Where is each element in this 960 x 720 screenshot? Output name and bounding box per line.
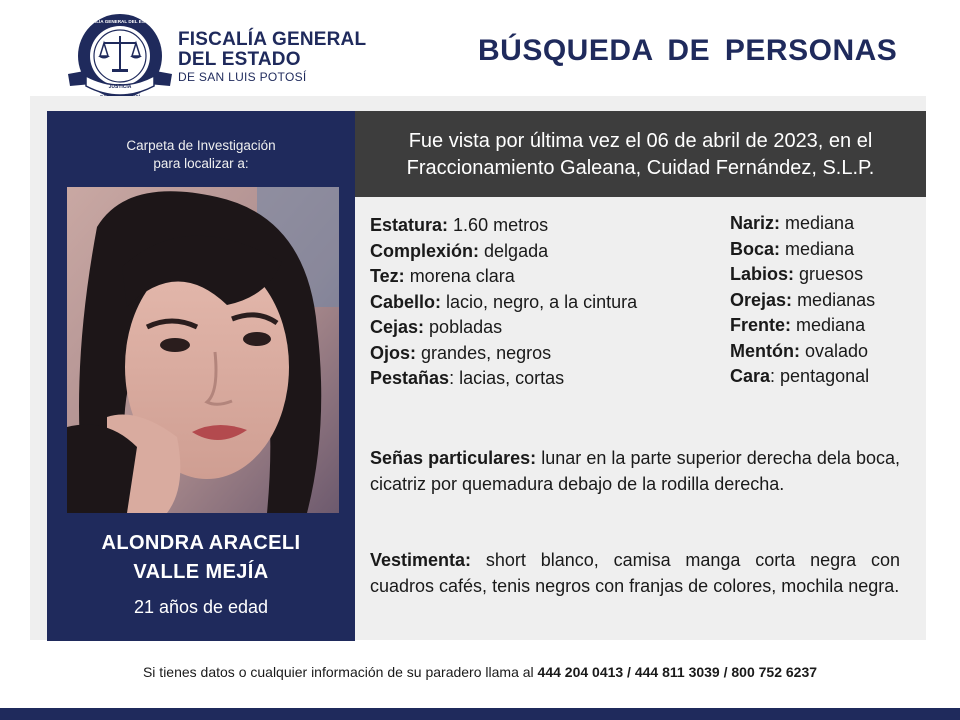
feature-label: Orejas: (730, 289, 793, 310)
feature-label: Pestañas (370, 368, 450, 388)
feature-row (730, 288, 875, 314)
org-line-3: DE SAN LUIS POTOSÍ (178, 70, 307, 84)
feature-value: lacio, negro, a la cintura (446, 291, 638, 312)
person-name-line-2: VALLE MEJÍA (133, 561, 269, 583)
feature-label: Cejas: (370, 317, 425, 337)
feature-value: delgada (484, 240, 549, 261)
person-name-line-1: ALONDRA ARACELI (101, 532, 301, 554)
contact-footer (0, 664, 960, 680)
caption-line-2: para localizar a: (153, 156, 249, 171)
caption-line-1: Carpeta de Investigación (126, 138, 276, 153)
feature-row (730, 237, 875, 263)
person-name (47, 529, 355, 587)
clothing-label: Vestimenta: (370, 550, 472, 570)
investigation-caption (47, 137, 355, 173)
features-left (370, 213, 637, 392)
feature-row (370, 264, 637, 290)
footer-phones: 444 204 0413 / 444 811 3039 / 800 752 6237 (537, 664, 818, 680)
feature-value: 1.60 metros (453, 215, 549, 235)
org-line-1: FISCALÍA GENERAL (178, 29, 367, 50)
features-right (730, 211, 875, 390)
clothing-description (370, 547, 900, 599)
organization-name (178, 30, 366, 85)
feature-value: gruesos (799, 264, 864, 284)
person-photo-illustration (67, 187, 339, 513)
feature-value: ovalado (805, 340, 869, 361)
feature-label: Boca: (730, 238, 781, 259)
person-age: 21 años de edad (133, 597, 269, 617)
feature-label: Ojos: (370, 342, 417, 363)
feature-row (370, 341, 637, 367)
feature-value: pobladas (429, 317, 503, 337)
feature-row (370, 290, 637, 316)
feature-row (370, 239, 637, 265)
particular-signs-label: Señas particulares: (370, 448, 537, 468)
feature-value: mediana (785, 213, 855, 233)
bottom-bar (0, 708, 960, 720)
last-seen-line-2: Fraccionamiento Galeana, Cuidad Fernández, S.L.P. (406, 157, 875, 179)
feature-value: mediana (796, 315, 866, 335)
feature-row (730, 262, 875, 288)
feature-row (370, 315, 637, 341)
feature-value: mediana (785, 238, 855, 259)
seal-text-top: FISCALÍA GENERAL DEL ESTADO (82, 19, 158, 24)
seal-ribbon-text: JUSTICIA (108, 84, 132, 90)
feature-label: Nariz: (730, 213, 781, 233)
feature-label: Estatura: (370, 215, 449, 235)
feature-row (730, 364, 875, 390)
org-line-2: DEL ESTADO (178, 49, 301, 70)
feature-label: Cabello: (370, 291, 442, 312)
feature-label: Frente: (730, 315, 792, 335)
last-seen-line-1: Fue vista por última vez el 06 de abril de 2023, en el (408, 130, 873, 152)
feature-value: medianas (797, 289, 876, 310)
page-title: BÚSQUEDA DE PERSONAS (478, 34, 898, 67)
feature-row (730, 339, 875, 365)
footer-text: Si tienes datos o cualquier información de su paradero llama al (142, 664, 534, 680)
particular-signs (370, 445, 900, 497)
particular-signs-text: lunar en la parte superior derecha dela boca, cicatriz por quemadura debajo de la rodilla derecha. (370, 448, 900, 494)
feature-label: Cara (730, 366, 771, 386)
feature-label: Complexión: (370, 240, 480, 261)
feature-label: Tez: (370, 266, 405, 286)
feature-label: Mentón: (730, 340, 800, 361)
last-seen-banner (355, 111, 926, 197)
feature-row (730, 313, 875, 339)
feature-value: : lacias, cortas (449, 368, 565, 388)
feature-value: grandes, negros (421, 342, 552, 363)
state-seal-logo (66, 12, 174, 106)
feature-label: Labios: (730, 264, 795, 284)
person-photo (67, 187, 339, 513)
feature-value: morena clara (409, 266, 515, 286)
header (0, 0, 960, 96)
clothing-text: short blanco, camisa manga corta negra con cuadros cafés, tenis negros con franjas de colores, mochila negra. (370, 550, 900, 596)
feature-row (370, 366, 637, 392)
feature-row (370, 213, 637, 239)
feature-row (730, 211, 875, 237)
feature-value: : pentagonal (770, 366, 870, 386)
person-panel (47, 111, 355, 641)
